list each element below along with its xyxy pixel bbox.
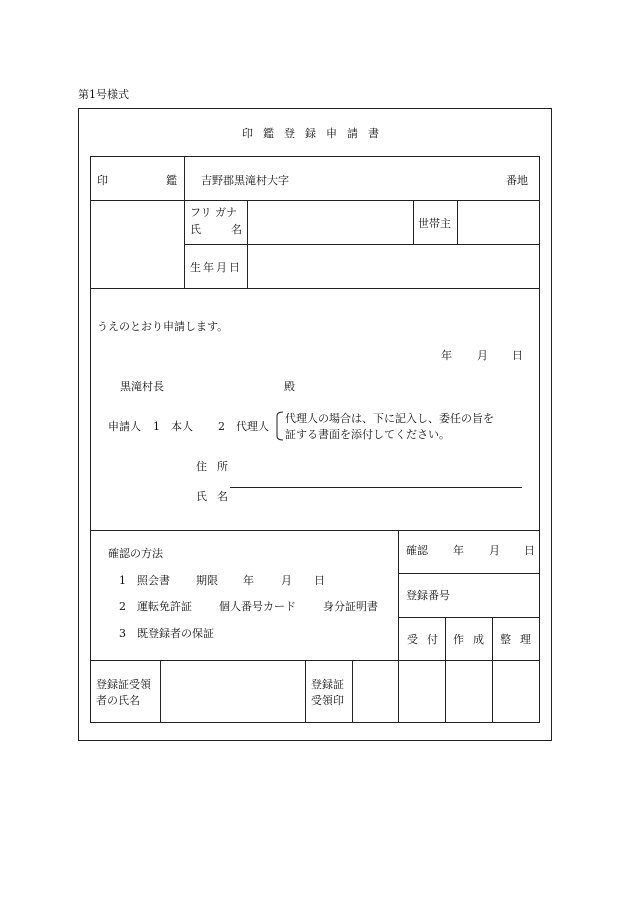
office-receipt: 受付: [407, 633, 447, 646]
agent-note-line2: 証する書面を添付してください。: [285, 428, 450, 441]
col-divider: [413, 200, 414, 244]
verification-month: 月: [281, 574, 292, 587]
verification-item-1: 1 照会書: [119, 574, 170, 587]
applicant-name-label-1: 氏: [196, 490, 207, 503]
date-day: 日: [512, 349, 523, 362]
address-underline: [230, 487, 522, 488]
office-day: 日: [524, 544, 535, 557]
office-create: 作成: [453, 633, 493, 646]
office-confirm: 確認: [406, 544, 428, 557]
col-divider: [160, 660, 161, 723]
receipt-seal-label-1: 登録証: [311, 678, 344, 691]
office-month: 月: [489, 544, 500, 557]
form-number: 第1号様式: [78, 88, 129, 101]
row-divider: [184, 244, 540, 245]
applicant-option-self: 1 本人: [153, 420, 193, 433]
applicant-address-label-2: 所: [217, 460, 228, 473]
verification-day: 日: [314, 574, 325, 587]
seal-label-right: 鑑: [166, 174, 177, 187]
receipt-seal-label-2: 受領印: [311, 694, 344, 707]
recipient-label-2: 者の氏名: [96, 694, 140, 707]
office-year: 年: [453, 544, 464, 557]
verification-item-3: 3 既登録者の保証: [119, 627, 214, 640]
verification-deadline: 期限: [196, 574, 218, 587]
office-arrange: 整理: [500, 633, 540, 646]
bracket-icon: [274, 411, 284, 441]
row-divider: [398, 573, 540, 574]
col-divider: [305, 660, 306, 723]
col-divider: [457, 200, 458, 244]
verification-title: 確認の方法: [108, 547, 163, 560]
date-month: 月: [477, 349, 488, 362]
recipient-label-1: 登録証受領: [96, 678, 151, 691]
applicant-address-label-1: 住: [196, 460, 207, 473]
row-divider: [90, 200, 540, 201]
row-divider: [398, 617, 540, 618]
col-divider: [184, 156, 185, 288]
agent-note-line1: 代理人の場合は、下に記入し、委任の旨を: [285, 412, 494, 425]
honorific: 殿: [284, 380, 295, 393]
seal-label-left: 印: [97, 174, 108, 187]
furigana-label: フリ ガナ: [190, 206, 238, 219]
row-divider: [90, 530, 540, 531]
applicant-option-agent: 2 代理人: [218, 420, 269, 433]
verification-item-2: 2 運転免許証: [119, 600, 192, 613]
date-year: 年: [441, 349, 452, 362]
row-divider: [90, 288, 540, 289]
address-prefix: 吉野郡黒滝村大字: [201, 174, 289, 187]
col-divider: [398, 530, 399, 723]
office-reg-number: 登録番号: [406, 589, 450, 602]
verification-item-2b: 個人番号カード: [219, 600, 296, 613]
statement: うえのとおり申請します。: [97, 320, 229, 333]
name-label-1: 氏: [190, 223, 201, 236]
dob-label: 生年月日: [190, 261, 242, 274]
col-divider: [352, 660, 353, 723]
verification-year: 年: [243, 574, 254, 587]
verification-item-2c: 身分証明書: [323, 600, 378, 613]
address-suffix: 番地: [506, 174, 528, 187]
name-label-2: 名: [231, 223, 242, 236]
col-divider: [247, 200, 248, 288]
applicant-name-label-2: 名: [217, 490, 228, 503]
row-divider: [90, 660, 540, 661]
applicant-label: 申請人: [108, 420, 141, 433]
addressee: 黒滝村長: [120, 380, 164, 393]
householder-label: 世帯主: [418, 217, 451, 230]
form-title: 印鑑登録申請書: [242, 127, 389, 140]
